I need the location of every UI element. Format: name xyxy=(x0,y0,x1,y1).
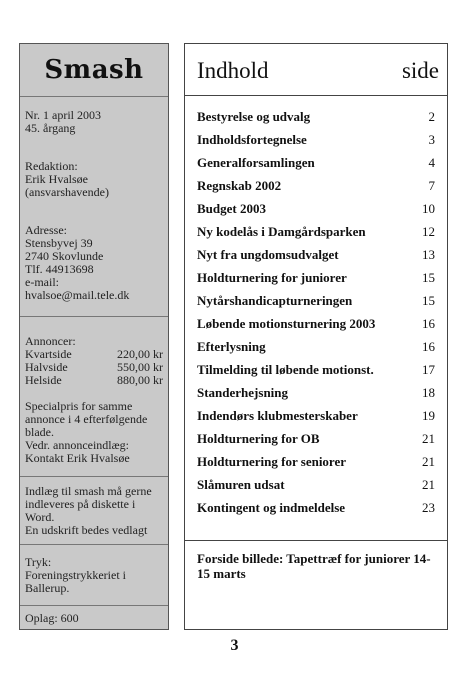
toc-entry-page: 18 xyxy=(422,384,435,400)
toc-entry xyxy=(197,151,435,174)
toc-entry xyxy=(197,450,435,473)
toc-entry-title: Holdturnering for juniorer xyxy=(197,269,347,285)
submission-line: indleveres på diskette i xyxy=(25,497,136,511)
toc-entry-title: Indendørs klubmesterskaber xyxy=(197,407,358,423)
ads-divider xyxy=(20,476,168,477)
email-label: e-mail: xyxy=(25,275,59,289)
toc-entry xyxy=(197,404,435,427)
toc-entry-title: Løbende motionsturnering 2003 xyxy=(197,315,376,331)
ad-row xyxy=(25,374,163,387)
address-street: Stensbyvej 39 xyxy=(25,236,93,250)
editorial-info xyxy=(25,160,109,199)
toc-entry-title: Tilmelding til løbende motionst. xyxy=(197,361,374,377)
toc-entry xyxy=(197,105,435,128)
toc-entry-title: Bestyrelse og udvalg xyxy=(197,108,311,124)
special-line: blade. xyxy=(25,425,54,439)
address-heading: Adresse: xyxy=(25,223,67,237)
ad-special-note xyxy=(25,400,147,465)
toc-entry xyxy=(197,496,435,519)
toc-entry-title: Ny kodelås i Damgårdsparken xyxy=(197,223,366,239)
page-number: 3 xyxy=(230,637,239,654)
toc-entry-page: 21 xyxy=(422,453,435,469)
toc-entry-page: 4 xyxy=(428,154,435,170)
print-line: Foreningstrykkeriet i xyxy=(25,568,126,582)
special-line: Specialpris for samme xyxy=(25,399,133,413)
circulation: Oplag: 600 xyxy=(25,611,79,625)
submission-line: En udskrift bedes vedlagt xyxy=(25,523,148,537)
toc-entry-page: 21 xyxy=(422,430,435,446)
toc-entry xyxy=(197,289,435,312)
toc-entry xyxy=(197,358,435,381)
special-line: annonce i 4 efterfølgende xyxy=(25,412,148,426)
ads-heading: Annoncer: xyxy=(25,334,76,348)
ad-size: Kvartside xyxy=(25,347,72,361)
toc-entry xyxy=(197,427,435,450)
toc-entry-title: Efterlysning xyxy=(197,338,266,354)
toc-entry-page: 10 xyxy=(422,200,435,216)
ad-contact-line: Vedr. annonceindlæg: xyxy=(25,438,129,452)
toc-entry-page: 19 xyxy=(422,407,435,423)
ad-price: 880,00 kr xyxy=(117,373,163,387)
toc-entry xyxy=(197,473,435,496)
table-of-contents xyxy=(184,43,448,630)
toc-entry-title: Regnskab 2002 xyxy=(197,177,282,193)
submission-divider xyxy=(20,544,168,545)
print-divider xyxy=(20,605,168,606)
masthead-sidebar xyxy=(19,43,169,630)
submission-line: Indlæg til smash må gerne xyxy=(25,484,152,498)
cover-caption: Forside billede: Tapettræf for juniorer 14-15 marts xyxy=(197,551,431,581)
email-address: hvalsoe@mail.tele.dk xyxy=(25,288,130,302)
toc-entry xyxy=(197,266,435,289)
page-column-header: side xyxy=(401,58,439,83)
toc-entry-title: Holdturnering for OB xyxy=(197,430,320,446)
toc-entry-page: 3 xyxy=(428,131,435,147)
logo-divider xyxy=(20,96,168,97)
issue-number: Nr. 1 april 2003 xyxy=(25,108,101,122)
toc-entry-title: Standerhejsning xyxy=(197,384,289,400)
ad-contact-line: Kontakt Erik Hvalsøe xyxy=(25,451,130,465)
logo-text: Smash xyxy=(44,55,144,85)
toc-entry xyxy=(197,128,435,151)
caption-divider xyxy=(185,540,447,541)
address-phone: Tlf. 44913698 xyxy=(25,262,94,276)
toc-entry xyxy=(197,335,435,358)
submission-line: Word. xyxy=(25,510,55,524)
address-info xyxy=(25,224,129,302)
volume: 45. årgang xyxy=(25,121,76,135)
toc-entry xyxy=(197,312,435,335)
print-heading: Tryk: xyxy=(25,555,52,569)
toc-entry-page: 15 xyxy=(422,269,435,285)
submission-info xyxy=(25,485,152,537)
editor-name: Erik Hvalsøe xyxy=(25,172,88,186)
toc-entry-page: 15 xyxy=(422,292,435,308)
toc-entry-page: 16 xyxy=(422,315,435,331)
toc-entry-page: 13 xyxy=(422,246,435,262)
toc-entry-title: Budget 2003 xyxy=(197,200,266,216)
toc-entry-page: 2 xyxy=(428,108,435,124)
issue-info xyxy=(25,109,101,135)
toc-entry-page: 23 xyxy=(422,499,435,515)
ad-price: 220,00 kr xyxy=(117,347,163,361)
toc-entry-page: 12 xyxy=(422,223,435,239)
editor-role: (ansvarshavende) xyxy=(25,185,109,199)
ad-price: 550,00 kr xyxy=(117,360,163,374)
ad-price-list xyxy=(25,348,163,387)
toc-entry-page: 21 xyxy=(422,476,435,492)
address-divider xyxy=(20,316,168,317)
ad-size: Halvside xyxy=(25,360,68,374)
toc-list xyxy=(197,105,435,519)
ad-size: Helside xyxy=(25,373,62,387)
toc-entry-title: Slåmuren udsat xyxy=(197,476,285,492)
toc-entry xyxy=(197,197,435,220)
toc-entry-title: Holdturnering for seniorer xyxy=(197,453,347,469)
toc-entry-title: Indholdsfortegnelse xyxy=(197,131,307,147)
toc-header xyxy=(185,44,447,96)
toc-entry xyxy=(197,220,435,243)
toc-entry-title: Kontingent og indmeldelse xyxy=(197,499,346,515)
print-line: Ballerup. xyxy=(25,581,70,595)
toc-entry-title: Nyt fra ungdomsudvalget xyxy=(197,246,339,262)
toc-entry-page: 16 xyxy=(422,338,435,354)
address-city: 2740 Skovlunde xyxy=(25,249,104,263)
editorial-heading: Redaktion: xyxy=(25,159,78,173)
toc-entry-title: Generalforsamlingen xyxy=(197,154,315,170)
toc-entry xyxy=(197,243,435,266)
toc-title: Indhold xyxy=(197,58,269,83)
toc-entry-page: 7 xyxy=(428,177,435,193)
print-info xyxy=(25,556,126,595)
toc-entry xyxy=(197,381,435,404)
toc-entry-title: Nytårshandicapturneringen xyxy=(197,292,353,308)
toc-entry-page: 17 xyxy=(422,361,435,377)
smash-logo xyxy=(20,44,168,96)
toc-entry xyxy=(197,174,435,197)
